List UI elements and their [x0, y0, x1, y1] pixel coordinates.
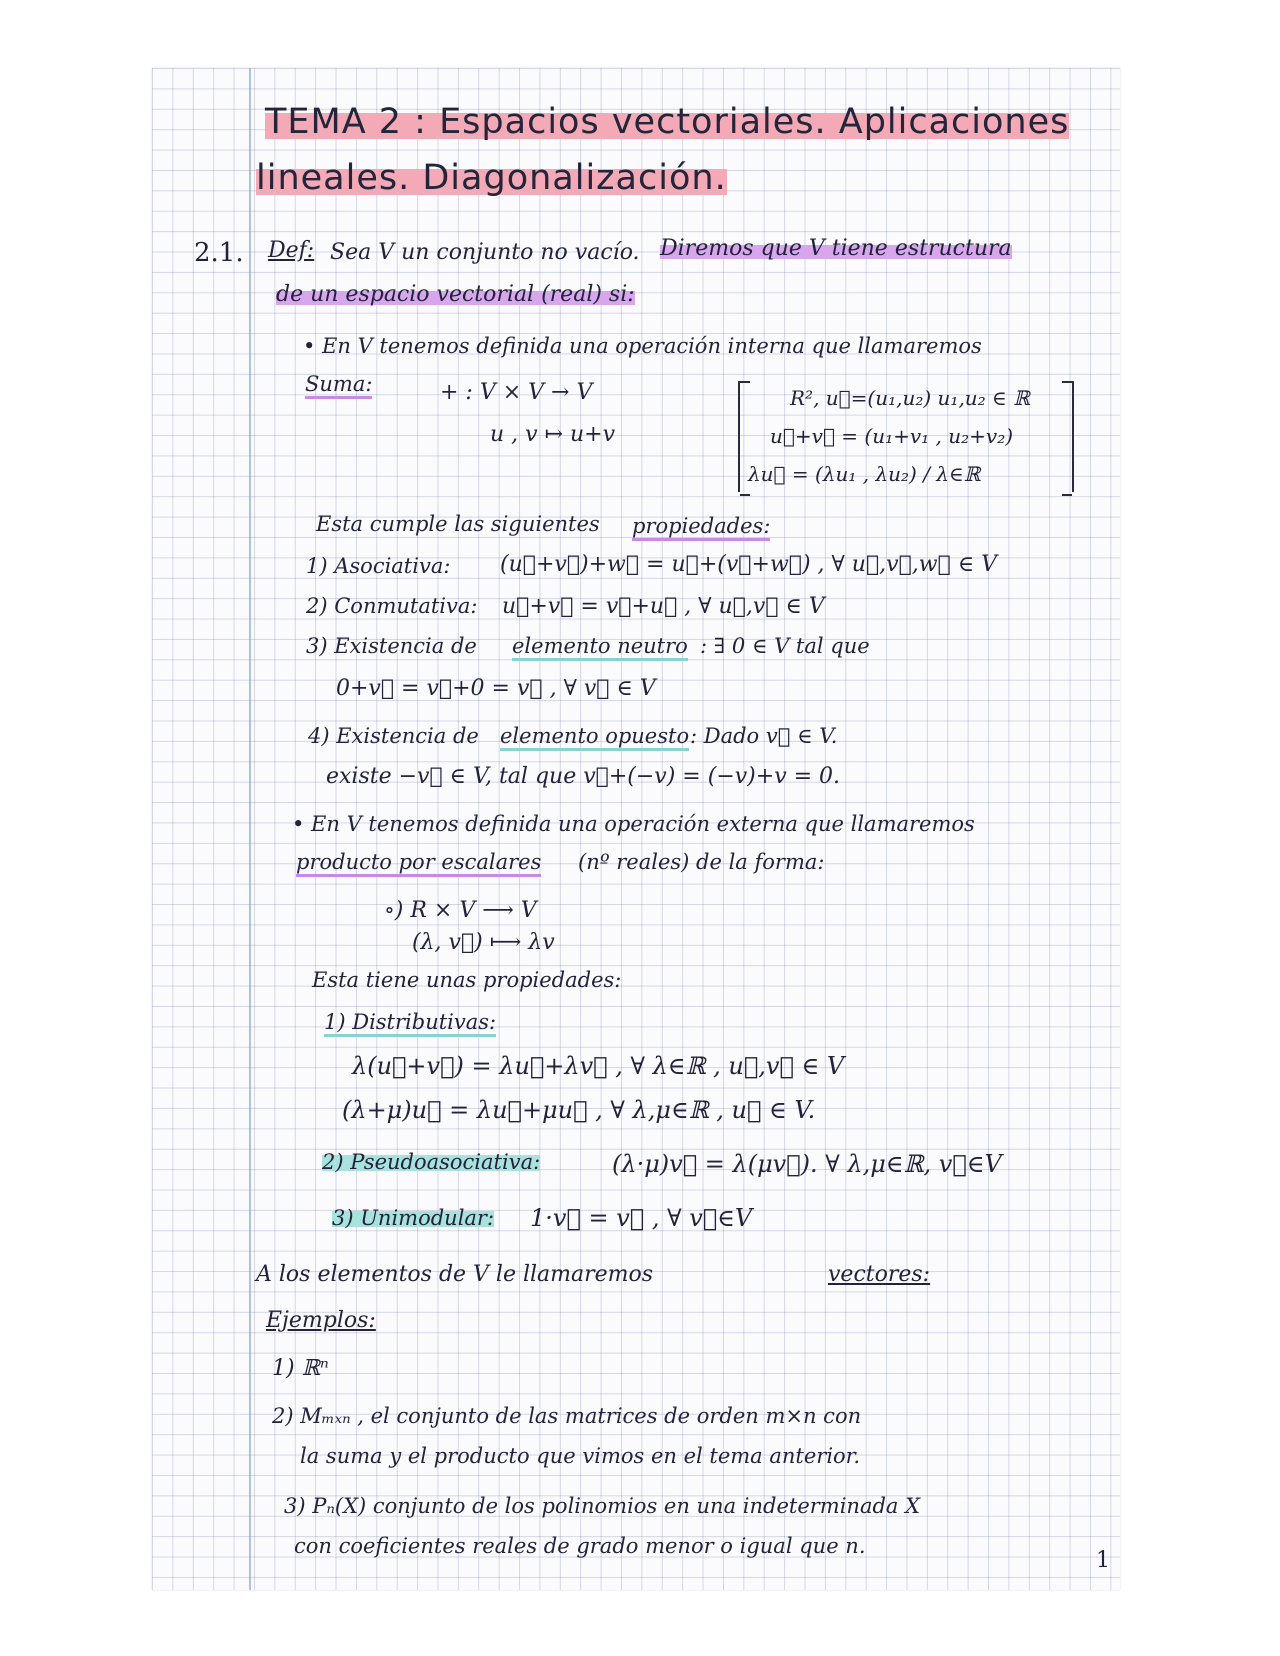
producto-map-1: ∘) R × V ⟶ V	[384, 898, 537, 923]
page-number: 1	[1096, 1548, 1110, 1573]
suma-example-2: u⃗+v⃗ = (u₁+v₁ , u₂+v₂)	[770, 424, 1014, 448]
prop3-formula: 0+v⃗ = v⃗+0 = v⃗ , ∀ v⃗ ∈ V	[336, 676, 656, 701]
prop4-formula: existe −v⃗ ∈ V, tal que v⃗+(−v) = (−v)+v = 0.	[326, 764, 841, 789]
producto-props-intro: Esta tiene unas propiedades:	[312, 968, 622, 992]
vectores-word: vectores:	[828, 1262, 931, 1287]
suma-map-1: + : V × V → V	[440, 380, 593, 405]
ejemplos-label: Ejemplos:	[266, 1308, 376, 1333]
title-line-1: TEMA 2 : Espacios vectoriales. Aplicaciones	[265, 102, 1070, 142]
prop4-label: 4) Existencia de	[308, 724, 479, 748]
producto-label: producto por escalares	[296, 850, 541, 877]
prod-prop3-label: 3) Unimodular:	[332, 1206, 495, 1230]
prop4-text: : Dado v⃗ ∈ V.	[690, 724, 838, 748]
suma-example-1: R², u⃗=(u₁,u₂) u₁,u₂ ∈ ℝ	[790, 386, 1030, 410]
prod-prop1-label: 1) Distributivas:	[324, 1010, 496, 1037]
suma-label: Suma:	[305, 372, 372, 399]
suma-intro: • En V tenemos definida una operación interna que llamaremos	[303, 334, 982, 358]
margin-line	[249, 68, 251, 1590]
prop3-word: elemento neutro	[512, 634, 688, 661]
prop2-label: 2) Conmutativa:	[306, 594, 478, 618]
prop1-label: 1) Asociativa:	[306, 554, 451, 578]
prod-prop1-formula-a: λ(u⃗+v⃗) = λu⃗+λv⃗ , ∀ λ∈ℝ , u⃗,v⃗ ∈ V	[352, 1052, 845, 1080]
ejemplo-3-line-2: con coeficientes reales de grado menor o igual que n.	[294, 1534, 866, 1558]
prop3-text: : ∃ 0 ∈ V tal que	[700, 634, 870, 658]
producto-intro-tail: (nº reales) de la forma:	[578, 850, 825, 874]
prod-prop3-formula: 1·v⃗ = v⃗ , ∀ v⃗∈V	[530, 1204, 753, 1232]
def-text-1: Sea V un conjunto no vacío.	[330, 240, 640, 265]
def-text-2: Diremos que V tiene estructura	[660, 236, 1012, 261]
ejemplo-2-line-2: la suma y el producto que vimos en el tema anterior.	[300, 1444, 861, 1468]
producto-intro: • En V tenemos definida una operación externa que llamaremos	[292, 812, 975, 836]
def-label: Def:	[268, 238, 315, 263]
vectores-text: A los elementos de V le llamaremos	[256, 1262, 654, 1287]
prop2-formula: u⃗+v⃗ = v⃗+u⃗ , ∀ u⃗,v⃗ ∈ V	[502, 594, 825, 619]
ejemplo-2-line-1: 2) Mₘₓₙ , el conjunto de las matrices de orden m×n con	[272, 1404, 862, 1428]
def-text-3: de un espacio vectorial (real) si:	[276, 282, 635, 307]
section-number: 2.1.	[194, 238, 244, 268]
title-line-2: lineales. Diagonalización.	[256, 158, 727, 198]
prop3-label: 3) Existencia de	[306, 634, 477, 658]
suma-example-3: λu⃗ = (λu₁ , λu₂) / λ∈ℝ	[748, 462, 981, 486]
suma-props-intro: Esta cumple las siguientes	[316, 512, 600, 536]
prop4-word: elemento opuesto	[500, 724, 689, 751]
ejemplo-1: 1) ℝⁿ	[272, 1356, 329, 1381]
prod-prop2-formula: (λ·μ)v⃗ = λ(μv⃗). ∀ λ,μ∈ℝ, v⃗∈V	[612, 1150, 1002, 1178]
ejemplo-3-line-1: 3) Pₙ(X) conjunto de los polinomios en una indeterminada X	[284, 1494, 921, 1518]
prod-prop2-label: 2) Pseudoasociativa:	[322, 1150, 541, 1174]
suma-props-word: propiedades:	[632, 514, 770, 541]
suma-map-2: u , v ↦ u+v	[490, 422, 616, 447]
producto-map-2: (λ, v⃗) ⟼ λv	[412, 930, 555, 955]
prod-prop1-formula-b: (λ+μ)u⃗ = λu⃗+μu⃗ , ∀ λ,μ∈ℝ , u⃗ ∈ V.	[342, 1096, 816, 1124]
prop1-formula: (u⃗+v⃗)+w⃗ = u⃗+(v⃗+w⃗) , ∀ u⃗,v⃗,w⃗ ∈ V	[500, 552, 997, 577]
